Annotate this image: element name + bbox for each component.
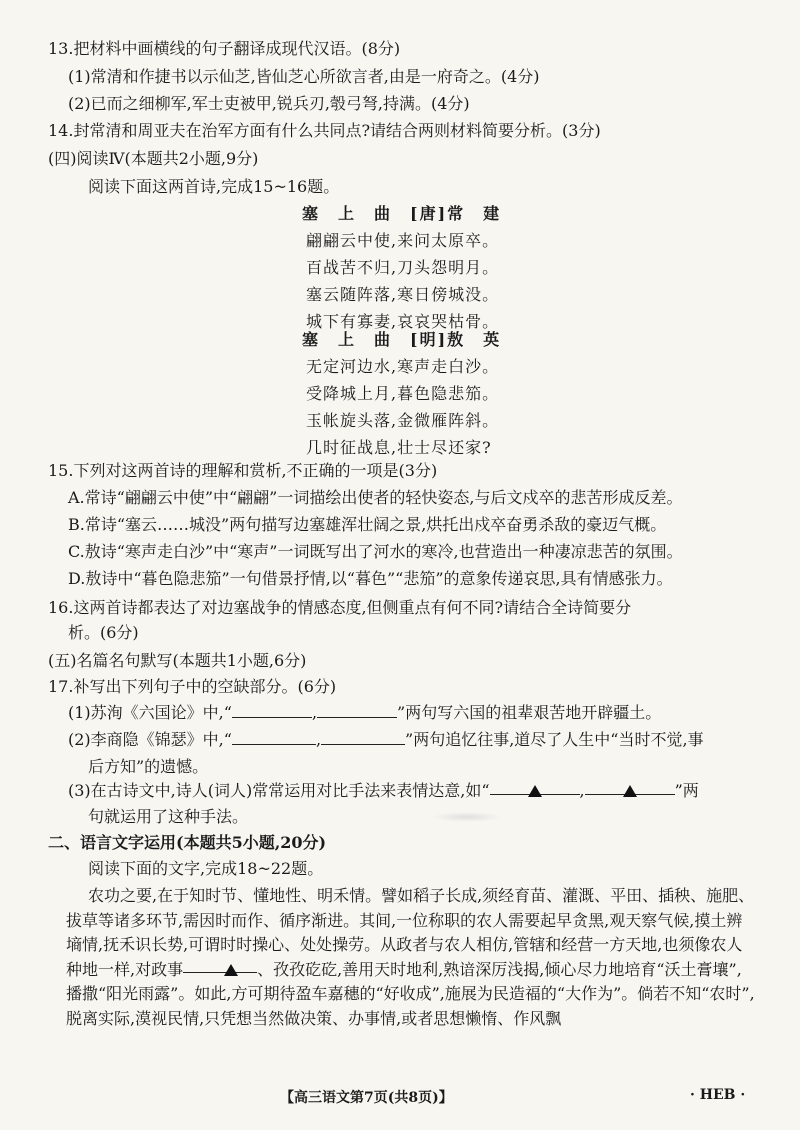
poem1-title: 塞 上 曲 [唐]常 建 <box>302 204 502 223</box>
q13-sub1: (1)常清和作捷书以示仙芝,皆仙芝心所欲言者,由是一府奇之。(4分) <box>68 67 540 86</box>
section4-intro: 阅读下面这两首诗,完成15~16题。 <box>88 177 340 196</box>
answer-blank[interactable] <box>183 958 257 973</box>
q17-item1-prefix: (1)苏洵《六国论》中,“ <box>68 703 232 722</box>
poem1-line: 翩翩云中使,来问太原卒。 <box>306 231 500 250</box>
q17-item1-suffix: ”两句写六国的祖辈艰苦地开辟疆土。 <box>397 703 662 722</box>
q17-item3-suffix: ”两 <box>674 781 699 800</box>
q17-item3: (3)在古诗文中,诗人(词人)常常运用对比手法来表情达意,如“ , ”两 <box>68 781 699 800</box>
q16-line1: 16.这两首诗都表达了对边塞战争的情感态度,但侧重点有何不同?请结合全诗简要分 <box>48 598 632 617</box>
answer-blank[interactable] <box>317 703 397 718</box>
answer-blank[interactable] <box>321 730 405 745</box>
poem2-line: 无定河边水,寒声走白沙。 <box>306 357 500 376</box>
poem2-line: 玉帐旋头落,金微雁阵斜。 <box>306 411 500 430</box>
q17-item3-cont: 句就运用了这种手法。 <box>88 807 249 826</box>
poem1-line: 百战苦不归,刀头怨明月。 <box>306 258 500 277</box>
scan-smudge <box>432 812 502 822</box>
part2-heading: 二、语言文字运用(本题共5小题,20分) <box>48 833 327 852</box>
triangle-marker-icon <box>623 785 637 797</box>
triangle-marker-icon <box>224 964 238 976</box>
passage-paragraph <box>66 884 756 1031</box>
passage-text-1: 农功之要,在于知时节、懂地性、明禾情。譬如稻子长成,须经育苗、灌溉、平田、插秧、施肥、拔草等诸多环节,需因时而作、循序渐进。其间,一位称职的农人需要起早贪黑,观天察气候,摸土辨墒情,抚禾识长势,可谓时时操心、处处操劳。从政者与农人相仿,管辖和经营一方天地,也须像农人种地一样,对政事 <box>66 886 755 979</box>
q15-option-b: B.常诗“塞云……城没”两句描写边塞雄浑壮阔之景,烘托出戍卒奋勇杀敌的豪迈气概。 <box>68 515 667 534</box>
poem1-line: 塞云随阵落,寒日傍城没。 <box>306 285 500 304</box>
q17-item2-prefix: (2)李商隐《锦瑟》中,“ <box>68 730 232 749</box>
q14-stem: 14.封常清和周亚夫在治军方面有什么共同点?请结合两则材料简要分析。(3分) <box>48 121 601 140</box>
triangle-marker-icon <box>528 785 542 797</box>
poem2-title: 塞 上 曲 [明]敖 英 <box>302 330 502 349</box>
q17-stem: 17.补写出下列句子中的空缺部分。(6分) <box>48 677 337 696</box>
section5-heading: (五)名篇名句默写(本题共1小题,6分) <box>48 651 307 670</box>
section4-heading: (四)阅读Ⅳ(本题共2小题,9分) <box>48 149 259 168</box>
q15-stem: 15.下列对这两首诗的理解和赏析,不正确的一项是(3分) <box>48 461 438 480</box>
poem1-line: 城下有寡妻,哀哀哭枯骨。 <box>306 312 500 331</box>
answer-blank[interactable] <box>232 703 312 718</box>
q16-line2: 析。(6分) <box>68 623 139 642</box>
answer-blank[interactable] <box>490 780 580 795</box>
q17-item1: (1)苏洵《六国论》中,“ , ”两句写六国的祖辈艰苦地开辟疆土。 <box>68 703 662 722</box>
q13-stem: 13.把材料中画横线的句子翻译成现代汉语。(8分) <box>48 39 401 58</box>
q15-option-c: C.敖诗“寒声走白沙”中“寒声”一词既写出了河水的寒冷,也营造出一种凄凉悲苦的氛围。 <box>68 542 683 561</box>
poem2-line: 受降城上月,暮色隐悲笳。 <box>306 384 500 403</box>
q17-item3-prefix: (3)在古诗文中,诗人(词人)常常运用对比手法来表情达意,如“ <box>68 781 490 800</box>
q15-option-a: A.常诗“翩翩云中使”中“翩翩”一词描绘出使者的轻快姿态,与后文戍卒的悲苦形成反差。 <box>68 488 683 507</box>
q15-option-d: D.敖诗中“暮色隐悲笳”一句借景抒情,以“暮色”“悲笳”的意象传递哀思,具有情感张力。 <box>68 569 673 588</box>
page-footer: 【高三语文第7页(共8页)】 <box>280 1090 453 1106</box>
poem2-line: 几时征战息,壮士尽还家? <box>306 438 492 457</box>
passage-text-2: 、孜孜矻矻,善用天时地利,熟谙深厉浅揭,倾心尽力地培育“沃土膏壤”,播撒“阳光雨露”。如此,方可期待盈车嘉穗的“好收成”,施展为民造福的“大作为”。倘若不知“农时”,脱离实际,漠视民情,只凭想当然做决策、办事情,或者思想懒惰、作风飘 <box>66 959 755 1028</box>
q17-item2-cont: 后方知”的遗憾。 <box>88 757 209 776</box>
q17-item2-suffix: ”两句追忆往事,道尽了人生中“当时不觉,事 <box>405 730 704 749</box>
q13-sub2: (2)已而之细柳军,军士吏被甲,锐兵刃,彀弓弩,持满。(4分) <box>68 94 470 113</box>
part2-intro: 阅读下面的文字,完成18~22题。 <box>88 859 324 878</box>
footer-code: · HEB · <box>690 1087 746 1103</box>
answer-blank[interactable] <box>585 780 675 795</box>
q17-item2: (2)李商隐《锦瑟》中,“ , ”两句追忆往事,道尽了人生中“当时不觉,事 <box>68 730 704 749</box>
answer-blank[interactable] <box>232 730 316 745</box>
